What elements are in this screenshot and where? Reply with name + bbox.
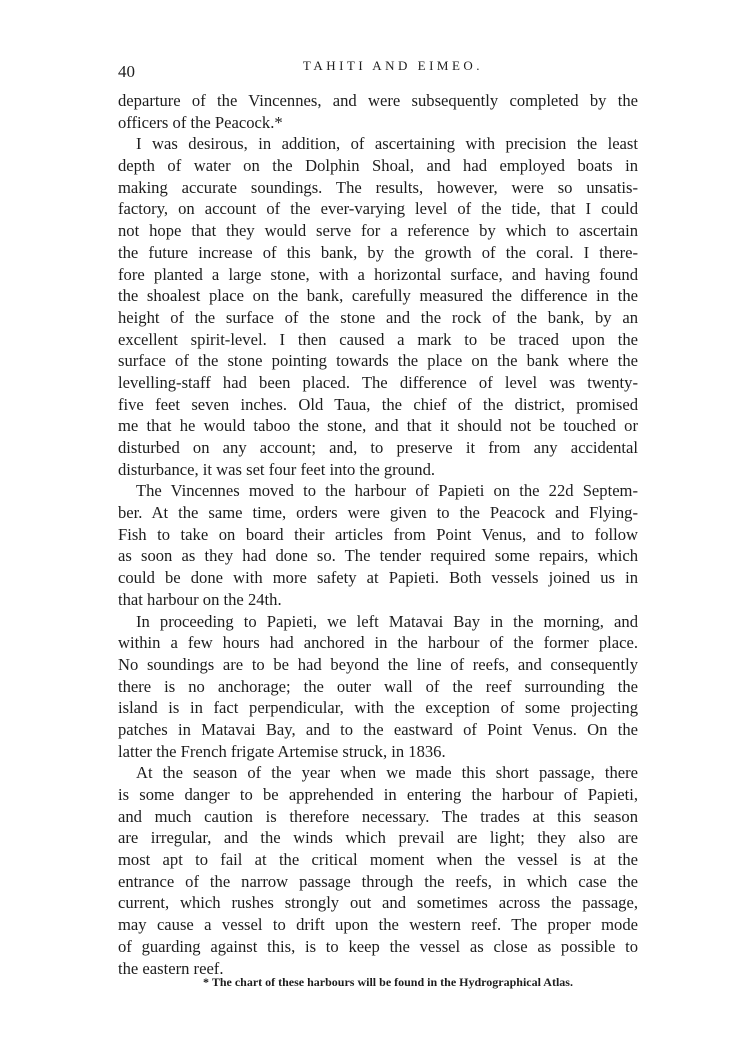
body-text: [118, 90, 638, 979]
text-line: factory, on account of the ever-varying level of the tide, that I could: [118, 199, 638, 219]
paragraph-first-line: In proceeding to Papieti, we left Matavai Bay in the morning, and: [136, 611, 638, 631]
text-line: the future increase of this bank, by the growth of the coral. I there-: [118, 242, 638, 262]
text-line: as soon as they had done so. The tender required some repairs, which: [118, 546, 638, 566]
text-line: and much caution is therefore necessary. The trades at this season: [118, 806, 638, 826]
text-line: No soundings are to be had beyond the line of reefs, and consequently: [118, 654, 638, 674]
text-line: most apt to fail at the critical moment when the vessel is at the: [118, 850, 638, 870]
text-line: the eastern reef.: [118, 958, 224, 978]
text-line: depth of water on the Dolphin Shoal, and had employed boats in: [118, 156, 638, 176]
text-line: making accurate soundings. The results, however, were so unsatis-: [118, 177, 638, 197]
text-line: is some danger to be apprehended in entering the harbour of Papieti,: [118, 785, 638, 804]
text-line: that harbour on the 24th.: [118, 589, 282, 609]
text-line: current, which rushes strongly out and sometimes across the passage,: [118, 893, 638, 913]
text-line: could be done with more safety at Papieti. Both vessels joined us in: [118, 568, 638, 588]
text-line: five feet seven inches. Old Taua, the chief of the district, promised: [118, 394, 638, 414]
text-line: are irregular, and the winds which prevail are light; they also are: [118, 828, 638, 848]
text-line: latter the French frigate Artemise struck, in 1836.: [118, 741, 446, 761]
text-line: Fish to take on board their articles from Point Venus, and to follow: [118, 524, 638, 544]
paragraph-first-line: At the season of the year when we made this short passage, there: [136, 763, 638, 783]
paragraph-first-line: The Vincennes moved to the harbour of Papieti on the 22d Septem-: [136, 481, 638, 501]
text-line: ber. At the same time, orders were given to the Peacock and Flying-: [118, 503, 638, 523]
text-line: disturbance, it was set four feet into the ground.: [118, 459, 436, 479]
text-line: fore planted a large stone, with a horizontal surface, and having found: [118, 264, 638, 284]
text-line: excellent spirit-level. I then caused a mark to be traced upon the: [118, 329, 638, 349]
text-line: officers of the Peacock.*: [118, 112, 283, 132]
text-line: departure of the Vincennes, and were subsequently completed by the: [118, 91, 638, 110]
text-line: levelling-staff had been placed. The difference of level was twenty-: [118, 372, 638, 392]
page-number: 40: [118, 62, 135, 81]
text-line: the shoalest place on the bank, carefully measured the difference in the: [118, 286, 638, 306]
text-line: of guarding against this, is to keep the vessel as close as possible to: [118, 936, 638, 956]
text-line: disturbed on any account; and, to preserve it from any accidental: [118, 438, 638, 457]
text-line: patches in Matavai Bay, and to the eastward of Point Venus. On the: [118, 719, 638, 739]
text-line: there is no anchorage; the outer wall of the reef surrounding the: [118, 676, 638, 696]
text-line: not hope that they would serve for a reference by which to ascertain: [118, 221, 638, 241]
text-line: within a few hours had anchored in the harbour of the former place.: [118, 633, 638, 653]
text-line: height of the surface of the stone and the rock of the bank, by an: [118, 307, 638, 327]
paragraph-first-line: I was desirous, in addition, of ascertaining with precision the least: [136, 134, 638, 154]
text-line: surface of the stone pointing towards the place on the bank where the: [118, 351, 638, 371]
text-line: entrance of the narrow passage through the reefs, in which case the: [118, 871, 638, 891]
running-title: TAHITI AND EIMEO.: [302, 58, 484, 73]
footnote: * The chart of these harbours will be found in the Hydrographical Atlas.: [203, 975, 573, 989]
text-line: island is in fact perpendicular, with the exception of some projecting: [118, 698, 638, 718]
text-line: may cause a vessel to drift upon the western reef. The proper mode: [118, 915, 638, 935]
text-line: me that he would taboo the stone, and that it should not be touched or: [118, 416, 638, 436]
page-header: [118, 58, 638, 80]
